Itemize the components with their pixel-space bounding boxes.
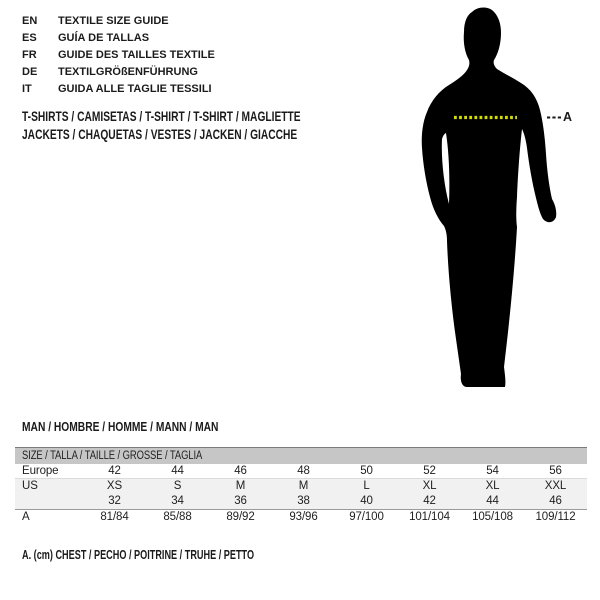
table-row-numeric xyxy=(15,494,587,509)
language-label: GUÍA DE TALLAS xyxy=(58,32,150,45)
footnote-chest-legend: A. (cm) CHEST / PECHO / POITRINE / TRUHE / PETTO xyxy=(22,548,255,562)
table-cell: M xyxy=(298,480,309,492)
language-code: ES xyxy=(22,32,37,45)
table-cell: 42 xyxy=(423,495,436,507)
table-cell: 109/112 xyxy=(535,510,576,523)
table-row-us xyxy=(15,479,587,494)
language-code: FR xyxy=(22,48,37,61)
language-code: IT xyxy=(22,82,32,95)
language-code: DE xyxy=(22,65,38,78)
table-cell: XL xyxy=(422,480,437,492)
table-cell: XL xyxy=(485,480,500,492)
list-item xyxy=(22,47,215,64)
table-row-chest-a xyxy=(15,509,587,524)
category-heading xyxy=(22,108,404,143)
table-cell: 44 xyxy=(486,495,499,507)
table-cell: 50 xyxy=(360,464,373,477)
table-cell: S xyxy=(173,480,182,492)
row-label: US xyxy=(22,480,38,492)
table-cell: 36 xyxy=(234,495,247,507)
list-item xyxy=(22,63,215,80)
table-cell: 56 xyxy=(549,464,562,477)
table-cell: 105/108 xyxy=(472,510,513,523)
table-cell: 44 xyxy=(171,464,184,477)
table-cell: XXL xyxy=(544,480,567,492)
size-table-header xyxy=(15,448,587,464)
measure-label-a: A xyxy=(563,110,573,124)
table-cell: 48 xyxy=(297,464,310,477)
size-table xyxy=(15,447,587,524)
table-cell: 32 xyxy=(108,495,121,507)
language-label: TEXTILE SIZE GUIDE xyxy=(58,15,169,28)
category-line-tshirts: T-SHIRTS / CAMISETAS / T-SHIRT / T-SHIRT / MAGLIETTE xyxy=(22,108,301,124)
table-cell: 97/100 xyxy=(349,510,384,523)
language-label: TEXTILGRÖßENFÜHRUNG xyxy=(58,65,198,78)
table-cell: 101/104 xyxy=(409,510,450,523)
table-cell: 89/92 xyxy=(226,510,255,523)
language-guide-list xyxy=(22,13,215,97)
table-cell: 93/96 xyxy=(289,510,318,523)
language-label: GUIDE DES TAILLES TEXTILE xyxy=(58,48,215,61)
table-row-europe xyxy=(15,464,587,479)
table-cell: 38 xyxy=(297,495,310,507)
table-cell: 46 xyxy=(549,495,562,507)
table-cell: 52 xyxy=(423,464,436,477)
table-cell: M xyxy=(235,480,246,492)
man-figure xyxy=(400,0,600,410)
language-code: EN xyxy=(22,15,38,28)
size-table-header-label: SIZE / TALLA / TAILLE / GRÖSSE / TAGLIA xyxy=(22,450,203,462)
table-cell: 54 xyxy=(486,464,499,477)
list-item xyxy=(22,13,215,30)
section-title-man: MAN / HOMBRE / HOMME / MANN / MAN xyxy=(22,420,219,434)
table-cell: 34 xyxy=(171,495,184,507)
list-item xyxy=(22,30,215,47)
language-label: GUIDA ALLE TAGLIE TESSILI xyxy=(58,82,212,95)
list-item xyxy=(22,80,215,97)
row-label: Europe xyxy=(22,464,59,477)
table-cell: 42 xyxy=(108,464,121,477)
table-cell: L xyxy=(363,480,370,492)
table-cell: 40 xyxy=(360,495,373,507)
category-line-jackets: JACKETS / CHAQUETAS / VESTES / JACKEN / GIACCHE xyxy=(22,125,298,142)
row-label: A xyxy=(22,510,30,523)
table-cell: 81/84 xyxy=(100,510,129,523)
man-silhouette xyxy=(422,8,557,387)
table-cell: 46 xyxy=(234,464,247,477)
table-cell: XS xyxy=(106,480,123,492)
table-cell: 85/88 xyxy=(163,510,192,523)
